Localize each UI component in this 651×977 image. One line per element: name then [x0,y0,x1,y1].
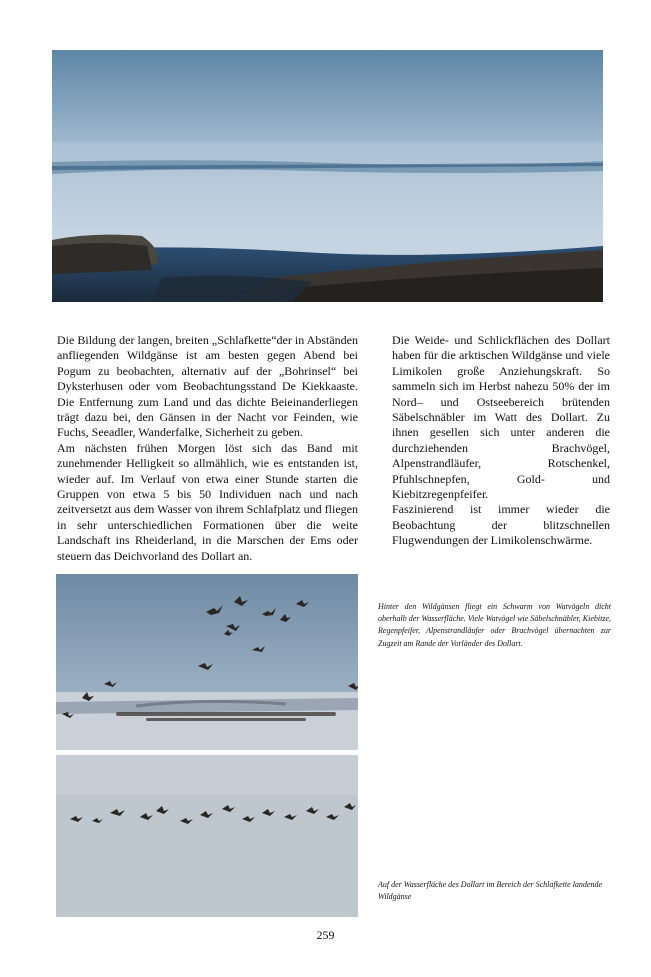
photo-caption-flock: Hinter den Wildgänsen fliegt ein Schwarm von Watvögeln dicht oberhalb der Wasserfläche. Viele Watvögel wie Säbelschnäbler, Kiebitze, Regenpfeifer, Alpenstrandläufer oder Brachvögel übernachten zur Zugzeit am Rande der Vorländer des Dollart. [378,602,611,648]
geese-landing-image [56,755,358,917]
geese-flight-photo [56,574,358,750]
article-paragraph: Am nächsten frühen Morgen löst sich das Band mit zunehmender Helligkeit so allmählich, wie es entstanden ist, wieder auf. Im Verlauf von etwa einer Stunde starten die Gruppen von etwa 5 bis 50 Individuen nach und nach zeitversetzt aus dem Wasser von ihrem Schlafplatz und fliegen in sehr unterschiedlichen Formationen über die weite Landschaft ins Rheiderland, in die Marschen der Ems oder steuern das Deichvorland des Dollart an. [57,440,358,563]
article-paragraph: Faszinierend ist immer wieder die Beobachtung der blitzschnellen Flugwendungen der Limikolenschwärme. [392,502,610,548]
article-paragraph: Die Weide- und Schlickflächen des Dollart haben für die arktischen Wildgänse und viele Limikolen große Anziehungskraft. So sammeln sich im Herbst nahezu 50% der im Nord– und Ostseebereich brütenden Säbelschnäbler im Watt des Dollart. Zu ihnen gesellen sich unter anderen die durchziehenden Brachvögel, Alpenstrandläufer, Rotschenkel, Pfuhlschnepfen, Gold- und Kiebitzregenpfeifer. [392,333,610,502]
geese-flight-image [56,574,358,750]
geese-landing-photo [56,755,358,917]
wadden-landscape-photo [52,50,603,302]
article-paragraph: Die Bildung der langen, breiten „Schlafkette“der in Abständen anfliegenden Wildgänse ist am besten gegen Abend bei Pogum zu beobachten, alternativ auf der „Bohrinsel“ bei Dyksterhusen oder vom Beobachtungsstand De Kiekkaaste. Die Entfernung zum Land und das dichte Beieinanderliegen trägt dazu bei, den Gänsen in der Nacht vor Feinden, wie Fuchs, Seeadler, Wanderfalke, Sicherheit zu geben. [57,333,358,440]
article-right-column [392,333,610,549]
photo-caption-landing: Auf der Wasserfläche des Dollart im Bereich der Schlafkette landende Wildgänse [378,880,603,902]
wadden-landscape-image [52,50,603,302]
article-left-column [57,333,358,564]
page-number: 259 [316,928,335,942]
